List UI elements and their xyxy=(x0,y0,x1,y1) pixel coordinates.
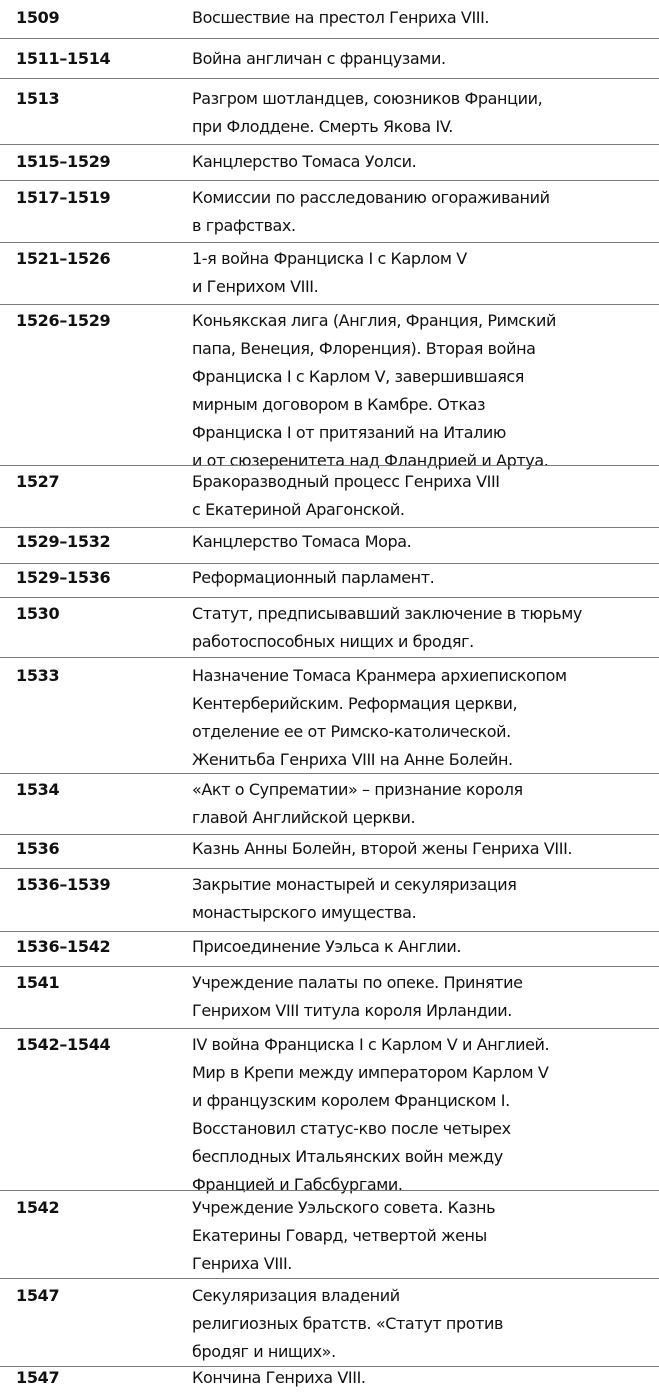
year-cell: 1542 xyxy=(16,1198,60,1217)
table-row xyxy=(0,144,659,180)
event-description: Секуляризация владений религиозных братств. «Статут против бродяг и нищих». xyxy=(192,1286,504,1361)
table-row xyxy=(0,4,659,38)
year-cell: 1526–1529 xyxy=(16,311,111,330)
event-description: Реформационный парламент. xyxy=(192,568,435,587)
year-cell: 1511–1514 xyxy=(16,49,111,68)
year-cell: 1513 xyxy=(16,89,60,108)
table-row xyxy=(0,597,659,657)
table-row xyxy=(0,304,659,470)
event-description: Присоединение Уэльса к Англии. xyxy=(192,937,462,956)
event-description: Война англичан с французами. xyxy=(192,49,446,68)
year-cell: 1530 xyxy=(16,604,60,623)
table-row xyxy=(0,563,659,597)
event-description: Статут, предписывавший заключение в тюрьму работоспособных нищих и бродяг. xyxy=(192,604,582,651)
table-row xyxy=(0,465,659,527)
table-row xyxy=(0,1028,659,1194)
event-description: Канцлерство Томаса Уолси. xyxy=(192,152,417,171)
table-row xyxy=(0,931,659,966)
table-row xyxy=(0,38,659,78)
year-cell: 1521–1526 xyxy=(16,249,111,268)
table-row xyxy=(0,834,659,868)
event-description: Разгром шотландцев, союзников Франции, при Флоддене. Смерть Якова IV. xyxy=(192,89,543,136)
year-cell: 1529–1532 xyxy=(16,532,111,551)
year-cell: 1533 xyxy=(16,666,60,685)
table-row xyxy=(0,966,659,1028)
event-description: Коньякская лига (Англия, Франция, Римский папа, Венеция, Флоренция). Вторая война Франциска I с Карлом V, завершившаяся мирным договором в Камбре. Отказ Франциска I от притязаний на Италию и от сюзеренитета над Фландрией и Артуа. xyxy=(192,311,556,470)
event-description: IV война Франциска I с Карлом V и Англией. Мир в Крепи между императором Карлом V и французским королем Франциском I. Восстановил статус-кво после четырех бесплодных Итальянских войн между Францией и Габсбургами. xyxy=(192,1035,550,1194)
year-cell: 1517–1519 xyxy=(16,188,111,207)
table-row xyxy=(0,1190,659,1278)
event-description: Кончина Генриха VIII. xyxy=(192,1368,366,1387)
year-cell: 1515–1529 xyxy=(16,152,111,171)
year-cell: 1527 xyxy=(16,472,60,491)
table-row xyxy=(0,242,659,304)
table-row xyxy=(0,78,659,144)
table-row xyxy=(0,657,659,773)
event-description: Закрытие монастырей и секуляризация монастырского имущества. xyxy=(192,875,517,922)
year-cell: 1547 xyxy=(16,1286,60,1305)
table-row xyxy=(0,1278,659,1366)
table-row xyxy=(0,1366,659,1392)
table-row xyxy=(0,773,659,834)
year-cell: 1534 xyxy=(16,780,60,799)
year-cell: 1536–1539 xyxy=(16,875,111,894)
table-row xyxy=(0,180,659,242)
event-description: Назначение Томаса Кранмера архиепископом Кентерберийским. Реформация церкви, отделение ее от Римско-католической. Женитьба Генриха VIII на Анне Болейн. xyxy=(192,666,567,769)
year-cell: 1529–1536 xyxy=(16,568,111,587)
year-cell: 1547 xyxy=(16,1368,60,1387)
event-description: Бракоразводный процесс Генриха VIII с Екатериной Арагонской. xyxy=(192,472,500,519)
event-description: Учреждение палаты по опеке. Принятие Генрихом VIII титула короля Ирландии. xyxy=(192,973,523,1020)
event-description: «Акт о Супрематии» – признание короля главой Английской церкви. xyxy=(192,780,523,827)
event-description: Комиссии по расследованию огораживаний в графствах. xyxy=(192,188,550,235)
year-cell: 1536 xyxy=(16,839,60,858)
year-cell: 1542–1544 xyxy=(16,1035,111,1054)
event-description: Казнь Анны Болейн, второй жены Генриха VIII. xyxy=(192,839,573,858)
year-cell: 1509 xyxy=(16,8,60,27)
table-row xyxy=(0,527,659,563)
table-row xyxy=(0,868,659,931)
event-description: Учреждение Уэльского совета. Казнь Екатерины Говард, четвертой жены Генриха VIII. xyxy=(192,1198,496,1273)
event-description: Восшествие на престол Генриха VIII. xyxy=(192,8,490,27)
event-description: Канцлерство Томаса Мора. xyxy=(192,532,412,551)
year-cell: 1541 xyxy=(16,973,60,992)
event-description: 1-я война Франциска I с Карлом V и Генрихом VIII. xyxy=(192,249,467,296)
year-cell: 1536–1542 xyxy=(16,937,111,956)
